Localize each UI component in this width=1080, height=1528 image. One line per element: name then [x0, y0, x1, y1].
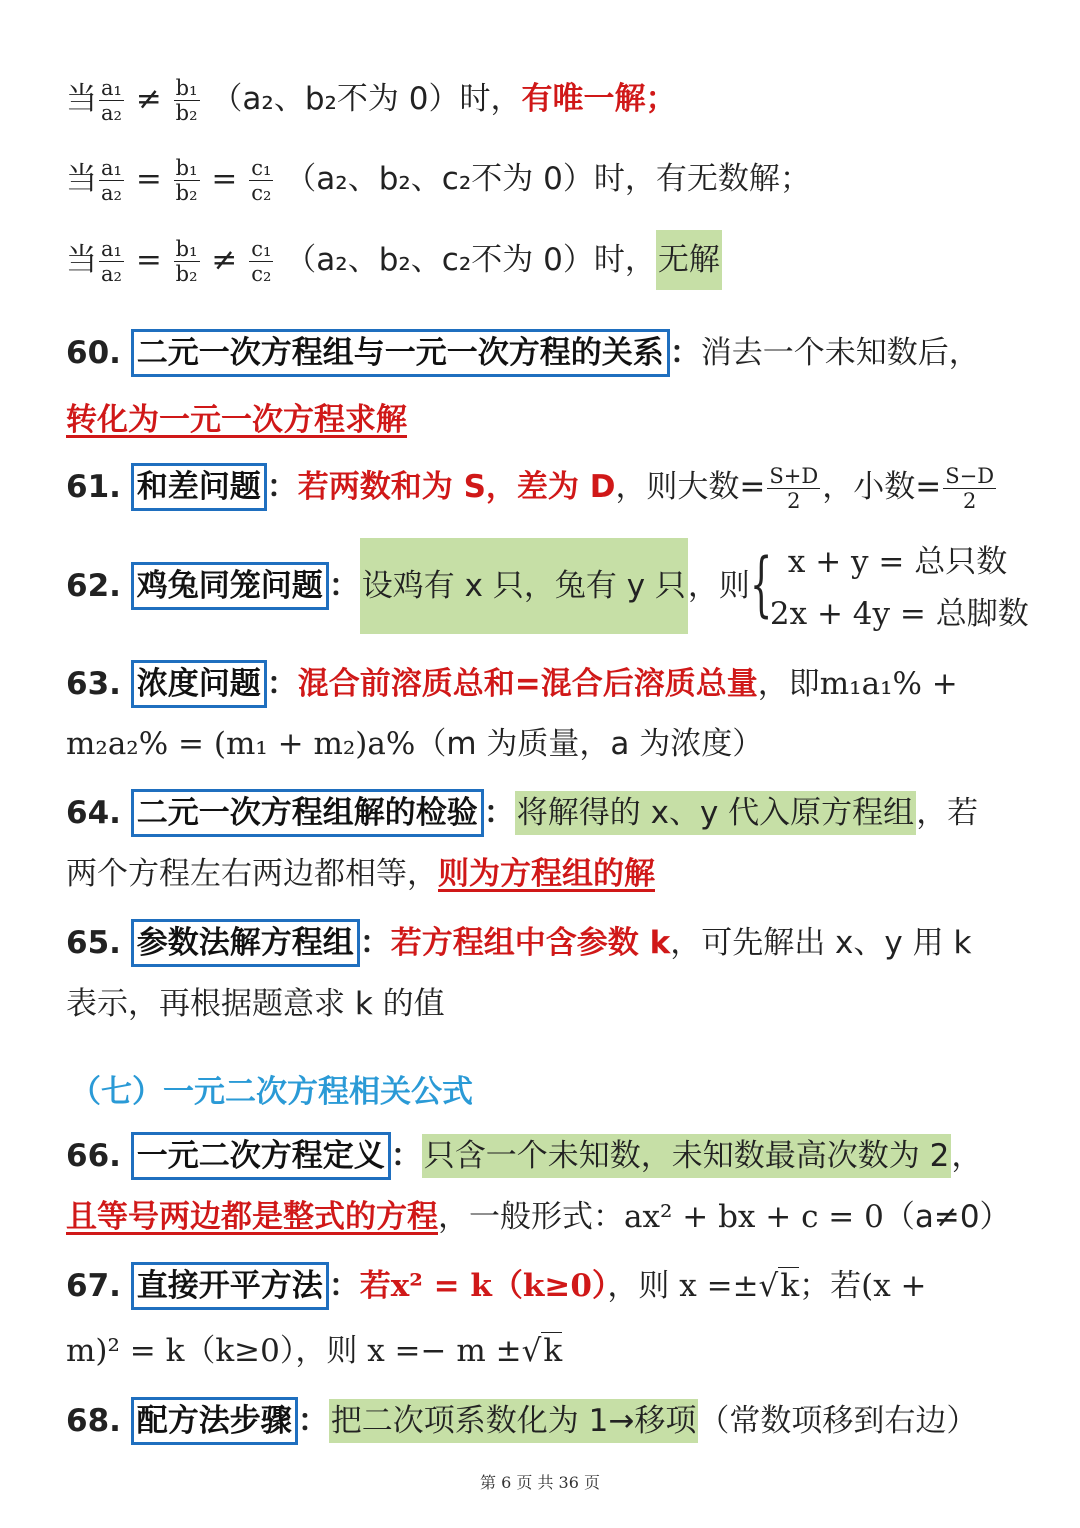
term-box: 浓度问题: [131, 660, 267, 708]
item-text: ，则大数=: [615, 469, 766, 505]
item-number: 64.: [66, 795, 121, 831]
page-footer: 第 6 页 共 36 页: [480, 1473, 600, 1492]
item-text: ，则: [687, 568, 750, 604]
highlight-text: 设鸡有 x 只，兔有 y 只: [360, 538, 688, 634]
red-underlined-text: 且等号两边都是整式的方程: [66, 1199, 438, 1235]
denominator: b₂: [175, 262, 198, 286]
item-text: ，即: [757, 666, 820, 702]
item-text: （常数项移到右边）: [698, 1403, 978, 1439]
colon: ：: [483, 795, 515, 831]
numerator: S−D: [945, 464, 995, 488]
numerator: S+D: [769, 464, 819, 488]
sqrt-icon: √: [521, 1333, 542, 1369]
denominator: c₂: [251, 181, 272, 205]
item-number: 68.: [66, 1403, 121, 1439]
fraction-b: [174, 156, 200, 205]
cond-result: 无解: [656, 230, 722, 290]
red-text: 若方程组中含参数 k: [390, 925, 671, 961]
relation: =: [135, 242, 162, 278]
equation-2: 2x + 4y = 总脚数: [769, 595, 1029, 632]
item-number: 62.: [66, 568, 121, 604]
colon: ：: [328, 1268, 360, 1304]
cond-prefix: 当: [66, 161, 97, 197]
fraction-c: [249, 156, 273, 205]
cond-result: 有无数解；: [655, 161, 811, 197]
item-64: [66, 793, 978, 833]
item-number: 66.: [66, 1138, 121, 1174]
item-61: [66, 464, 998, 513]
colon: ：: [266, 666, 298, 702]
cond-paren: （a₂、b₂不为 0）时，: [211, 81, 522, 117]
fraction-a: [99, 156, 124, 205]
fraction-c: [249, 237, 273, 286]
denominator: b₂: [175, 101, 198, 125]
cond-result: 有唯一解；: [521, 81, 677, 117]
item-number: 67.: [66, 1268, 121, 1304]
item-67: [66, 1266, 927, 1306]
cond-prefix: 当: [66, 81, 97, 117]
denominator: b₂: [175, 181, 198, 205]
denominator: a₂: [101, 262, 122, 286]
highlight-text: 把二次项系数化为 1→移项: [329, 1399, 699, 1443]
numerator: b₁: [175, 76, 198, 100]
colon: ：: [669, 335, 701, 371]
fraction-b: [174, 237, 200, 286]
item-text: （m 为质量，a 为浓度）: [415, 726, 764, 762]
relation: ≠: [135, 81, 162, 117]
sqrt-icon: √: [758, 1268, 779, 1304]
equation-system: [750, 536, 1029, 640]
item-text: ，则 x =±: [607, 1268, 759, 1304]
fraction-a: [99, 237, 124, 286]
item-text: （a≠0）: [883, 1199, 1011, 1235]
item-text: ，若: [916, 795, 979, 831]
numerator: c₁: [251, 237, 272, 261]
term-box: 和差问题: [131, 463, 267, 511]
radicand: k: [780, 1268, 800, 1304]
numerator: a₁: [101, 156, 122, 180]
item-64-cont: [66, 854, 655, 894]
term-box: 一元二次方程定义: [131, 1132, 391, 1180]
colon: ：: [359, 925, 391, 961]
formula: m₂a₂% = (m₁ + m₂)a%: [66, 726, 416, 762]
colon: ：: [297, 1403, 329, 1439]
item-62: [66, 534, 1029, 640]
brace-icon: {: [749, 542, 773, 625]
item-65-cont: [66, 984, 445, 1024]
radicand: k: [543, 1333, 563, 1369]
denominator: 2: [962, 489, 977, 513]
item-number: 61.: [66, 469, 121, 505]
red-text: 若两数和为 S，差为 D: [297, 469, 616, 505]
term-box: 二元一次方程组解的检验: [131, 789, 484, 837]
item-65: [66, 923, 971, 963]
item-63: [66, 664, 958, 704]
item-67-cont: [66, 1331, 562, 1371]
item-66: [66, 1136, 982, 1176]
formula: ax² + bx + c = 0: [624, 1199, 884, 1235]
fraction-b: [174, 76, 200, 125]
cond-prefix: 当: [66, 242, 97, 278]
term-box: 二元一次方程组与一元一次方程的关系: [131, 329, 670, 377]
red-text: 若x² = k（k≥0）: [359, 1268, 608, 1304]
colon: ：: [266, 469, 298, 505]
relation: =: [135, 161, 162, 197]
item-68: [66, 1401, 977, 1441]
relation: ≠: [211, 242, 238, 278]
cond-paren: （a₂、b₂、c₂不为 0）时，: [285, 242, 656, 278]
highlight-text: 只含一个未知数，未知数最高次数为 2: [422, 1134, 952, 1178]
item-text: ，可先解出 x、y 用 k: [670, 925, 972, 961]
fraction-small: [943, 464, 996, 513]
highlight-text: 将解得的 x、y 代入原方程组: [515, 791, 916, 835]
fraction-a: [99, 76, 124, 125]
condition-infinite-solutions: [66, 156, 811, 205]
item-text: ，: [951, 1138, 983, 1174]
red-underlined-text: 则为方程组的解: [438, 856, 655, 892]
red-underlined-text: 转化为一元一次方程求解: [66, 402, 407, 438]
numerator: b₁: [175, 156, 198, 180]
section-heading: （七）一元二次方程相关公式: [70, 1074, 473, 1110]
term-box: 配方法步骤: [131, 1397, 298, 1445]
numerator: b₁: [175, 237, 198, 261]
condition-unique-solution: [66, 76, 677, 125]
item-text: ，小数=: [822, 469, 942, 505]
numerator: c₁: [251, 156, 272, 180]
item-text: m)² = k（k≥0），则 x =− m ±: [66, 1333, 522, 1369]
item-text: 两个方程左右两边都相等，: [66, 856, 438, 892]
denominator: 2: [787, 489, 801, 513]
item-number: 63.: [66, 666, 121, 702]
formula: m₁a₁% +: [819, 666, 958, 702]
item-66-cont: [66, 1197, 1011, 1237]
colon: ：: [390, 1138, 422, 1174]
numerator: a₁: [101, 76, 122, 100]
item-60: [66, 333, 980, 373]
item-number: 65.: [66, 925, 121, 961]
term-box: 鸡兔同笼问题: [131, 562, 329, 610]
denominator: a₂: [101, 101, 122, 125]
numerator: a₁: [101, 237, 122, 261]
item-text: ；若(x +: [799, 1268, 927, 1304]
denominator: a₂: [101, 181, 122, 205]
item-text: 表示，再根据题意求 k 的值: [66, 986, 445, 1022]
fraction-large: [767, 464, 820, 513]
term-box: 参数法解方程组: [131, 919, 360, 967]
term-box: 直接开平方法: [131, 1262, 329, 1310]
condition-no-solution: [66, 237, 722, 286]
red-text: 混合前溶质总和=混合后溶质总量: [297, 666, 758, 702]
item-63-cont: [66, 724, 763, 764]
denominator: c₂: [251, 262, 272, 286]
item-60-cont: [66, 400, 407, 440]
relation: =: [211, 161, 238, 197]
item-text: 消去一个未知数后，: [700, 335, 980, 371]
item-text: ，一般形式：: [438, 1199, 624, 1235]
equation-1: x + y = 总只数: [787, 543, 1008, 580]
colon: ：: [328, 568, 360, 604]
item-number: 60.: [66, 335, 121, 371]
cond-paren: （a₂、b₂、c₂不为 0）时，: [285, 161, 656, 197]
